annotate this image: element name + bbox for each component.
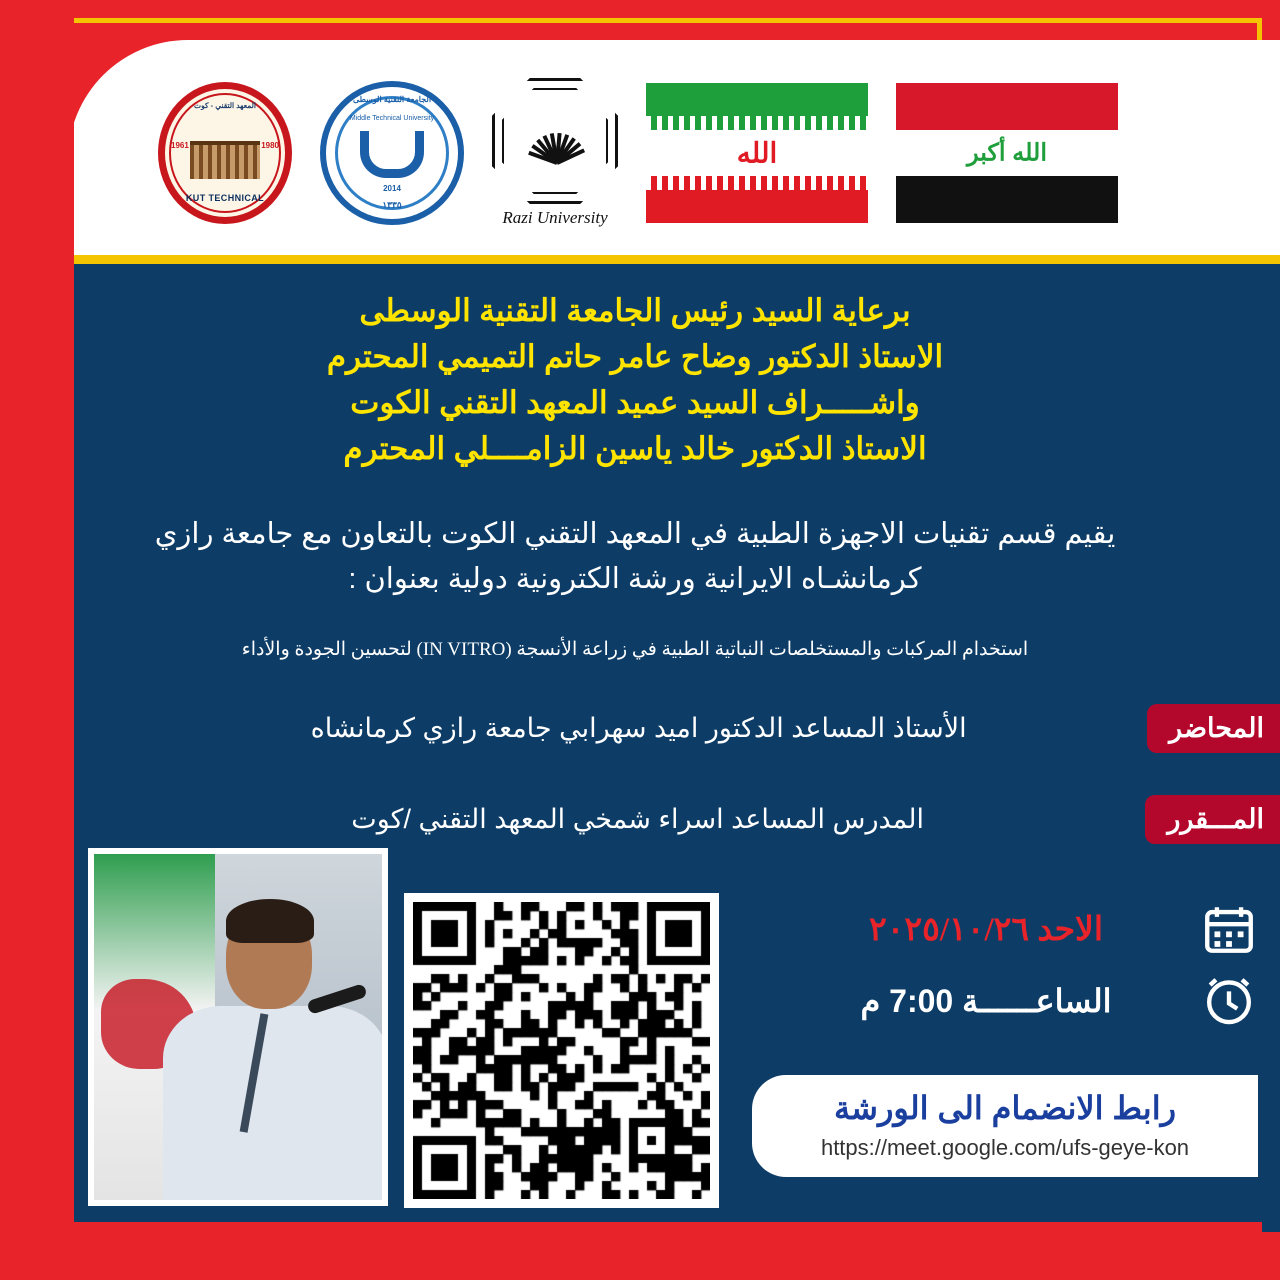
join-link-box[interactable]	[752, 1075, 1258, 1177]
intro-paragraph: يقيم قسم تقنيات الاجهزة الطبية في المعهد التقني الكوت بالتعاون مع جامعة رازي كرمانشـاه الايرانية ورشة الكترونية دولية بعنوان :	[154, 518, 1116, 595]
iran-flag	[646, 83, 868, 223]
mtu-seal-arabic-name: الجامعة التقنية الوسطى	[352, 95, 432, 104]
left-red-bar	[18, 18, 74, 1262]
lecturer-label: المحاضر	[1147, 704, 1280, 753]
bottom-red-bar	[18, 1222, 1262, 1262]
datetime-block	[788, 900, 1258, 1044]
razi-university-seal	[492, 78, 618, 228]
mtu-seal-english-name: Middle Technical University	[349, 115, 435, 122]
coordinator-row	[130, 788, 1280, 850]
logo-strip	[68, 58, 1260, 248]
clock-icon	[1200, 972, 1258, 1030]
join-link-url[interactable]: https://meet.google.com/ufs-geye-kon	[820, 1135, 1190, 1160]
workshop-topic: استخدام المركبات والمستخلصات النباتية الطبية في زراعة الأنسجة (IN VITRO) لتحسين الجودة والأداء	[241, 639, 1029, 660]
kut-seal-year-left: 1961	[171, 141, 189, 150]
iran-flag-emblem: الله	[736, 137, 778, 169]
kut-seal-year-right: 1980	[261, 141, 279, 150]
mtu-seal-year-alt: ١٣٣٥	[382, 200, 402, 210]
kut-seal-bottom-text: KUT TECHNICAL	[185, 193, 265, 203]
lecturer-name: الأستاذ المساعد الدكتور اميد سهرابي جامعة رازي كرمانشاه	[310, 712, 967, 743]
coordinator-label: المـــقرر	[1145, 795, 1280, 844]
kut-seal-top-text: المعهد التقني - كوت	[194, 101, 256, 110]
patronage-line-3: واشـــــراف السيد عميد المعهد التقني الكوت	[350, 384, 920, 420]
time-row	[788, 972, 1258, 1030]
speaker-photo	[88, 848, 388, 1206]
iraq-flag	[896, 83, 1118, 223]
iraq-flag-takbir: الله أكبر	[966, 139, 1048, 167]
header-yellow-divider	[68, 255, 1280, 264]
date-row	[788, 900, 1258, 958]
middle-technical-university-seal	[320, 81, 464, 225]
join-link-title: رابط الانضمام الى الورشة	[833, 1090, 1177, 1126]
qr-code[interactable]	[404, 893, 719, 1208]
patronage-line-4: الاستاذ الدكتور خالد ياسين الزامــــلي المحترم	[343, 430, 927, 466]
coordinator-name: المدرس المساعد اسراء شمخي المعهد التقني /كوت	[351, 803, 925, 834]
patronage-block	[100, 288, 1170, 472]
razi-seal-caption: Razi University	[502, 208, 608, 227]
mtu-seal-year: 2014	[383, 184, 401, 193]
patronage-line-2: الاستاذ الدكتور وضاح عامر حاتم التميمي المحترم	[326, 338, 944, 374]
razi-seal-burst	[520, 113, 590, 163]
event-date: الاحد ٢٠٢٥/١٠/٢٦	[868, 912, 1104, 948]
event-time: الساعــــــة 7:00 م	[860, 983, 1112, 1019]
kut-technical-institute-seal	[158, 82, 292, 224]
patronage-line-1: برعاية السيد رئيس الجامعة التقنية الوسطى	[359, 293, 911, 328]
calendar-icon	[1200, 900, 1258, 958]
lecturer-row	[130, 697, 1280, 759]
